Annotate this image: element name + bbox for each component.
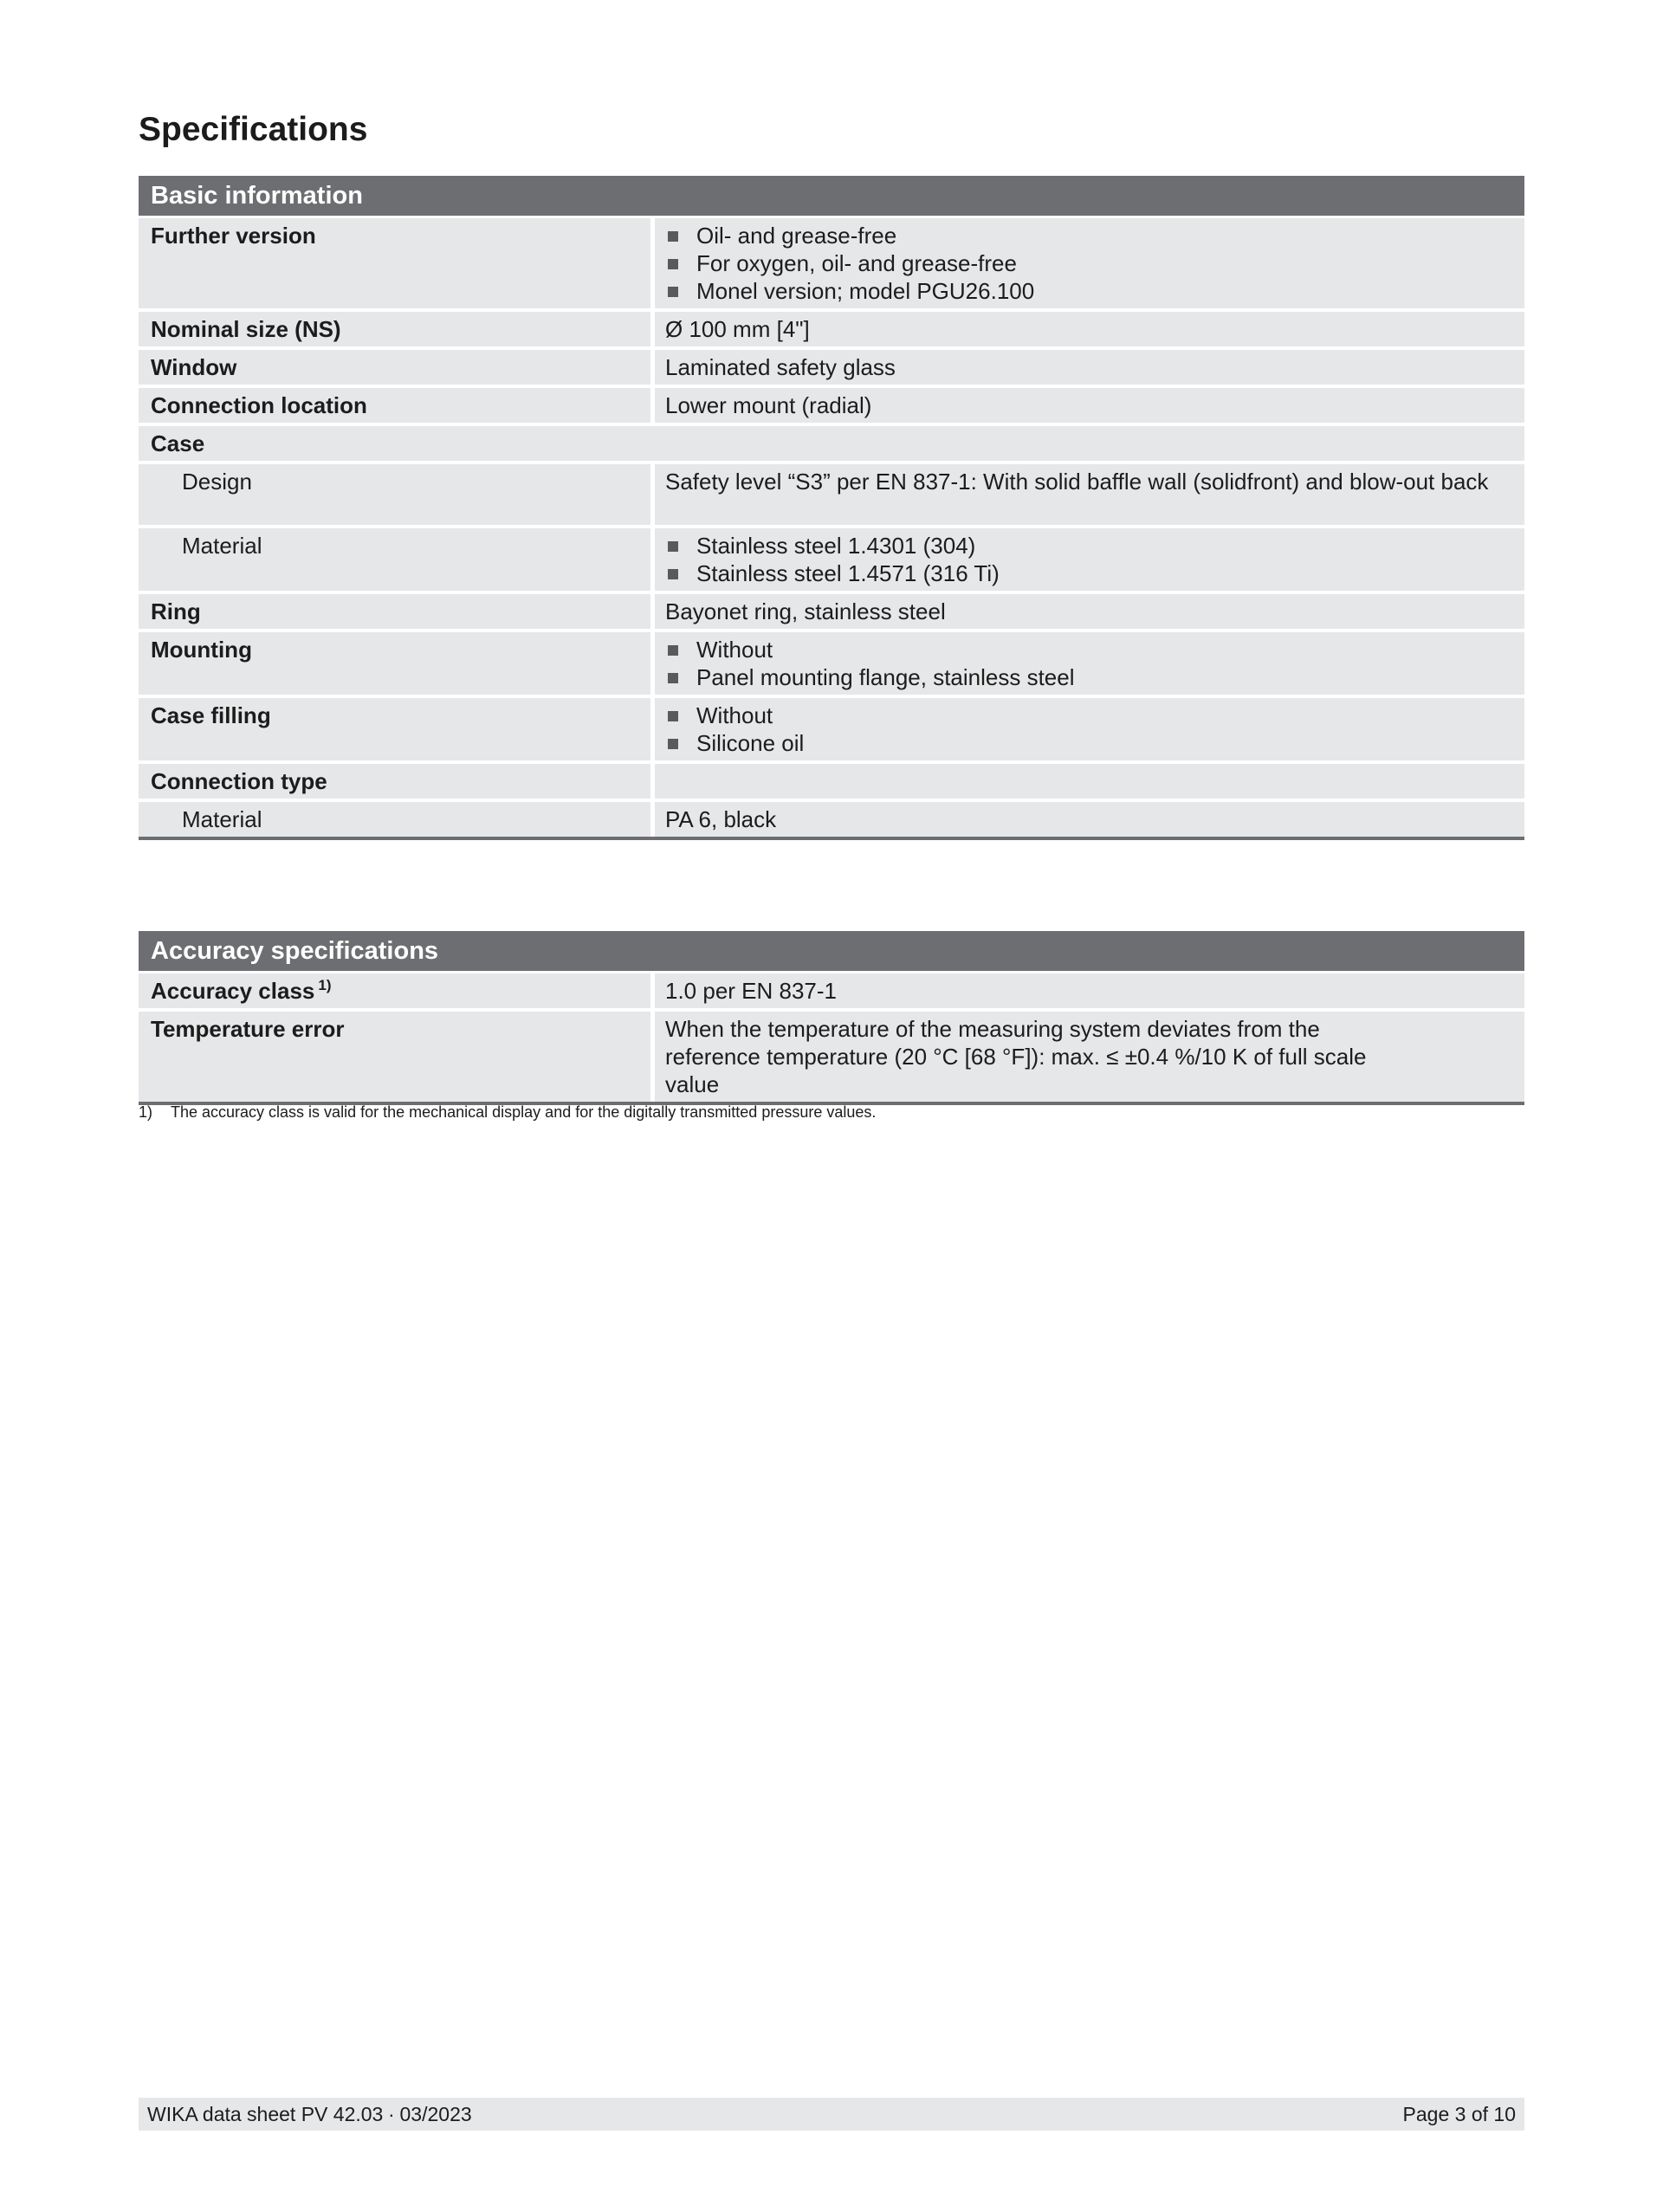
row-value <box>655 698 1524 760</box>
bullet-list <box>665 532 1512 587</box>
spec-row-ring <box>139 594 1524 629</box>
row-value: 1.0 per EN 837-1 <box>655 973 1524 1008</box>
list-item: Oil- and grease-free <box>665 222 1512 249</box>
spec-row-nominal-size <box>139 312 1524 346</box>
row-label: Material <box>139 802 650 837</box>
spec-row-connection-location <box>139 388 1524 423</box>
row-value: Lower mount (radial) <box>655 388 1524 423</box>
row-value <box>655 632 1524 695</box>
list-item: For oxygen, oil- and grease-free <box>665 249 1512 277</box>
bullet-list <box>665 702 1512 757</box>
spec-row-accuracy-class <box>139 973 1524 1008</box>
basic-information-table <box>139 176 1524 840</box>
row-label: Design <box>139 464 650 525</box>
list-item: Silicone oil <box>665 729 1512 757</box>
row-label: Nominal size (NS) <box>139 312 650 346</box>
footnote-text: The accuracy class is valid for the mechanical display and for the digitally transmitted pressure values. <box>171 1103 877 1121</box>
row-label: Temperature error <box>139 1012 650 1102</box>
row-label: Connection location <box>139 388 650 423</box>
list-item: Stainless steel 1.4571 (316 Ti) <box>665 559 1512 587</box>
spec-row-temperature-error <box>139 1012 1524 1102</box>
accuracy-specifications-table <box>139 931 1524 1105</box>
spec-row-case-material <box>139 528 1524 591</box>
list-item: Stainless steel 1.4301 (304) <box>665 532 1512 559</box>
spec-row-window <box>139 350 1524 385</box>
page-title: Specifications <box>139 111 368 148</box>
row-value <box>655 528 1524 591</box>
row-label-text: Accuracy class <box>151 978 315 1004</box>
row-value: Safety level “S3” per EN 837-1: With solid baffle wall (solidfront) and blow-out back <box>655 464 1524 525</box>
row-value: Ø 100 mm [4"] <box>655 312 1524 346</box>
row-label: Window <box>139 350 650 385</box>
spec-row-mounting <box>139 632 1524 695</box>
spec-row-connection-material <box>139 802 1524 837</box>
section-header-accuracy-specifications: Accuracy specifications <box>139 931 1524 971</box>
list-item: Panel mounting flange, stainless steel <box>665 663 1512 691</box>
spec-row-case-design <box>139 464 1524 525</box>
footer-document-id: WIKA data sheet PV 42.03 ∙ 03/2023 <box>147 2102 472 2125</box>
row-label: Case filling <box>139 698 650 760</box>
page-footer <box>139 2098 1524 2131</box>
row-label: Mounting <box>139 632 650 695</box>
row-label <box>139 973 650 1008</box>
row-label: Further version <box>139 218 650 308</box>
row-value <box>655 218 1524 308</box>
spec-row-case-filling <box>139 698 1524 760</box>
list-item: Without <box>665 636 1512 663</box>
row-label: Connection type <box>139 764 650 799</box>
row-label: Case <box>139 426 1524 461</box>
bullet-list <box>665 636 1512 691</box>
list-item: Without <box>665 702 1512 729</box>
spec-row-case <box>139 426 1524 461</box>
section-header-basic-information: Basic information <box>139 176 1524 216</box>
list-item: Monel version; model PGU26.100 <box>665 277 1512 305</box>
row-label: Material <box>139 528 650 591</box>
spec-row-connection-type <box>139 764 1524 799</box>
footnote <box>139 1102 876 1122</box>
row-label: Ring <box>139 594 650 629</box>
row-value: PA 6, black <box>655 802 1524 837</box>
footnote-marker: 1) <box>318 977 332 993</box>
footnote-number: 1) <box>139 1103 153 1121</box>
row-value: Bayonet ring, stainless steel <box>655 594 1524 629</box>
bullet-list <box>665 222 1512 305</box>
row-value: Laminated safety glass <box>655 350 1524 385</box>
spec-row-further-version <box>139 218 1524 308</box>
row-value: When the temperature of the measuring system deviates from the reference temperature (20 °C [68 °F]): max. ≤ ±0.4 %/10 K of full scale value <box>655 1012 1524 1102</box>
row-value <box>655 764 1524 799</box>
footer-page-number: Page 3 of 10 <box>1402 2102 1516 2125</box>
